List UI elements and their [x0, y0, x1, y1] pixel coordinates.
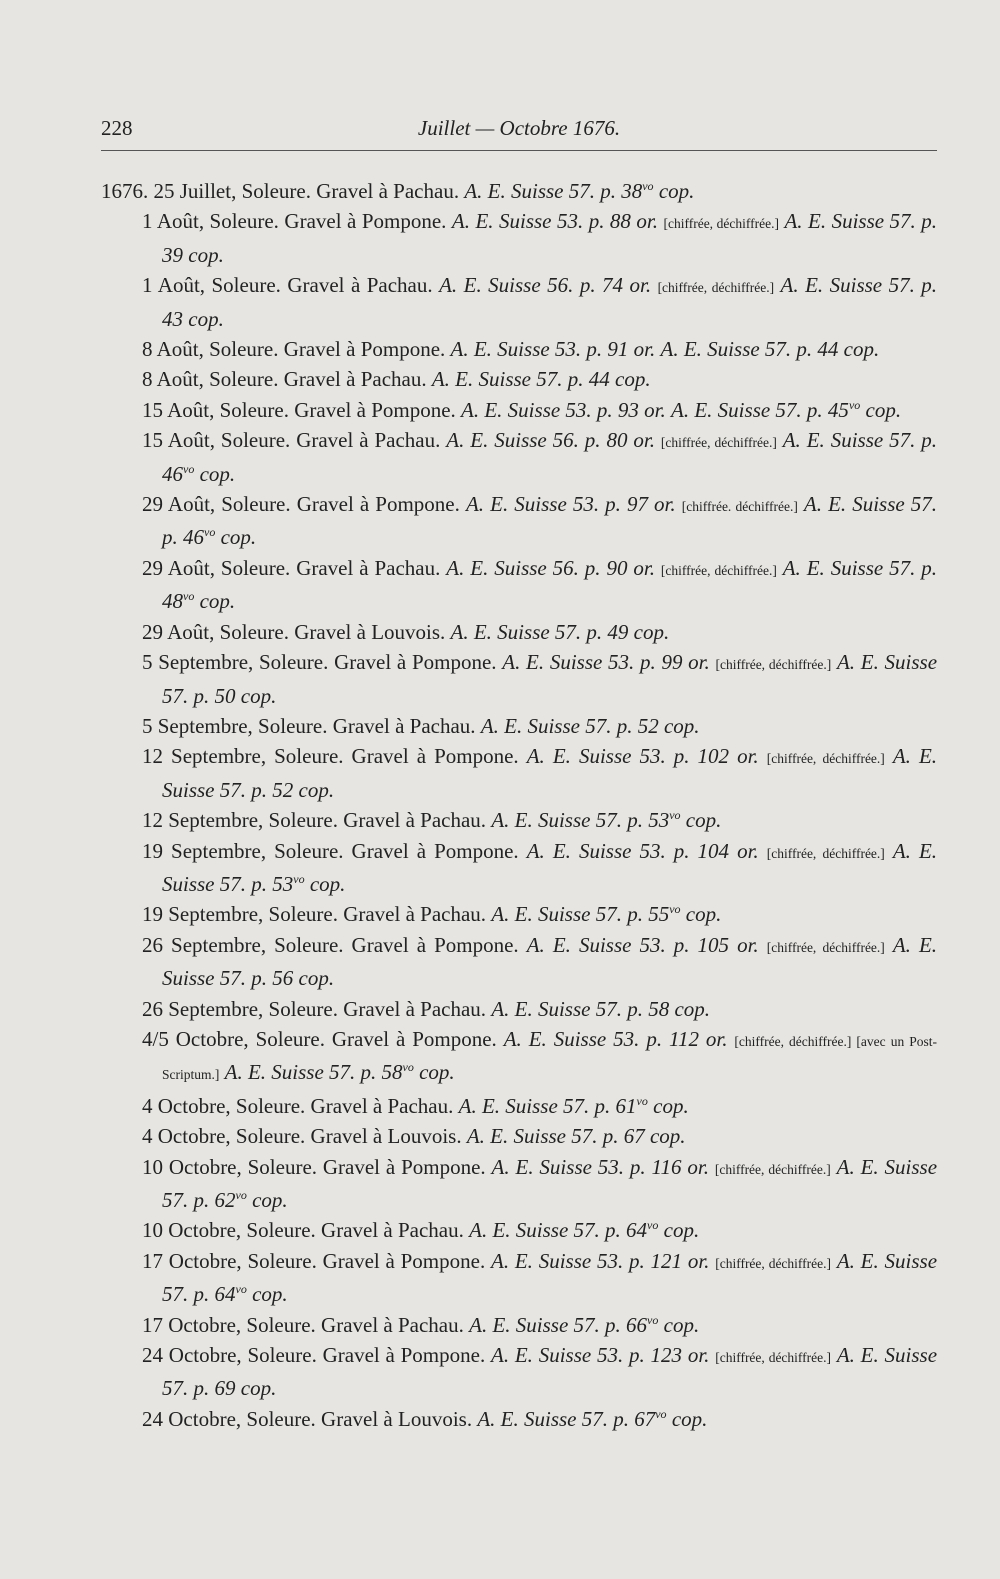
entry-ref: A. E. Suisse 56. p. 90 or. — [446, 555, 655, 580]
entry-ref: A. E. Suisse 57. p. 66 — [469, 1312, 648, 1337]
entry-list — [101, 176, 937, 1434]
entry-ref-tail: cop. — [666, 1406, 708, 1431]
entry-ref: A. E. Suisse 57. p. 67 — [477, 1406, 656, 1431]
entry-ref-sup: vo — [647, 1218, 659, 1233]
entry-note: [chiffrée, déchiffrée.] — [714, 1161, 831, 1177]
entry-ref-tail: cop. — [680, 808, 722, 833]
entry-ref-tail: cop. — [680, 902, 722, 927]
entry-note: [chiffrée, déchiffrée.] — [657, 280, 775, 296]
entry-lead: 17 Octobre, Soleure. Gravel à Pompone. — [142, 1248, 486, 1273]
entry-ref: A. E. Suisse 57. p. 45 — [671, 397, 849, 422]
entry-lead: 25 Juillet, Soleure. Gravel à Pachau. — [153, 179, 460, 203]
entry-ref-tail: cop. — [246, 1188, 288, 1212]
entry-ref-sup: vo — [655, 1406, 667, 1421]
entry — [101, 1246, 937, 1310]
entry-ref: A. E. Suisse 57. p. 58 — [224, 1060, 403, 1085]
entry-ref-sup: vo — [669, 902, 681, 917]
entry-ref-sup: vo — [402, 1060, 414, 1075]
entry-lead: 24 Octobre, Soleure. Gravel à Louvois. — [142, 1406, 473, 1431]
entry — [101, 425, 937, 489]
entry-lead: 26 Septembre, Soleure. Gravel à Pachau. — [142, 996, 487, 1021]
entry-ref: A. E. Suisse 53. p. 104 or. — [526, 838, 759, 863]
entry-ref: A. E. Suisse 57. p. 52 cop. — [480, 713, 700, 738]
entry-note: [chiffrée, déchiffrée.] [avec un Post-Scriptum.] — [162, 1033, 938, 1083]
entry-lead: 8 Août, Soleure. Gravel à Pachau. — [142, 367, 427, 392]
entry-ref-tail: cop. — [658, 1312, 700, 1337]
entry-ref: A. E. Suisse 53. p. 88 or. — [451, 209, 658, 234]
entry — [101, 395, 937, 425]
entry-ref-tail: cop. — [194, 589, 236, 614]
entry-ref-sup: vo — [669, 808, 681, 823]
entry-lead: 4/5 Octobre, Soleure. Gravel à Pompone. — [142, 1026, 497, 1051]
entry — [101, 836, 937, 900]
entry — [101, 647, 937, 711]
entry — [101, 1152, 937, 1216]
entry-lead: 15 Août, Soleure. Gravel à Pompone. — [142, 397, 456, 422]
entry-ref-tail: cop. — [860, 397, 902, 422]
entry-ref: A. E. Suisse 57. p. 56 cop. — [162, 932, 938, 991]
entry-ref: A. E. Suisse 53. p. 99 or. — [502, 650, 710, 675]
entry — [101, 553, 937, 617]
entry-lead: 29 Août, Soleure. Gravel à Pompone. — [142, 492, 460, 517]
entry-ref-tail: cop. — [215, 525, 257, 550]
entry — [101, 176, 937, 206]
entry-ref-sup: vo — [235, 1282, 247, 1297]
entry-lead: 26 Septembre, Soleure. Gravel à Pompone. — [142, 932, 519, 957]
entry — [101, 930, 937, 994]
entry-lead: 12 Septembre, Soleure. Gravel à Pompone. — [142, 744, 519, 769]
entry-ref: A. E. Suisse 57. p. 52 cop. — [162, 744, 938, 802]
entry — [101, 617, 937, 647]
entry — [101, 364, 937, 394]
entry-lead: 10 Octobre, Soleure. Gravel à Pachau. — [142, 1218, 464, 1243]
entry-ref: A. E. Suisse 57. p. 46 — [162, 428, 938, 486]
entry-note: [chiffrée, déchiffrée.] — [715, 657, 832, 673]
running-title: Juillet — Octobre 1676. — [417, 116, 621, 140]
entry-ref-tail: cop. — [246, 1282, 288, 1307]
entry-ref-tail: cop. — [647, 1093, 689, 1118]
entry-year: 1676. — [101, 179, 149, 203]
entry — [101, 1091, 937, 1121]
entry-ref: A. E. Suisse 53. p. 123 or. — [491, 1343, 710, 1368]
entry-ref: A. E. Suisse 57. p. 44 cop. — [660, 337, 880, 362]
entry-ref: A. E. Suisse 57. p. 58 cop. — [491, 996, 711, 1021]
entry-ref: A. E. Suisse 57. p. 46 — [162, 492, 938, 550]
entry-ref: A. E. Suisse 53. p. 105 or. — [526, 932, 759, 957]
entry-note: [chiffrée, déchiffrée.] — [663, 216, 779, 232]
entry-lead: 1 Août, Soleure. Gravel à Pachau. — [142, 273, 433, 298]
entry-note: [chiffrée, déchiffrée.] — [766, 751, 885, 767]
entry-ref-sup: vo — [636, 1093, 648, 1108]
entry-ref-sup: vo — [183, 589, 195, 604]
entry-ref-sup: vo — [642, 179, 654, 193]
entry-lead: 12 Septembre, Soleure. Gravel à Pachau. — [142, 808, 487, 833]
entry-ref: A. E. Suisse 57. p. 49 cop. — [450, 619, 670, 644]
entry-ref-tail: cop. — [658, 1218, 700, 1243]
entry-lead: 19 Septembre, Soleure. Gravel à Pachau. — [142, 902, 487, 927]
entry-lead: 4 Octobre, Soleure. Gravel à Pachau. — [142, 1093, 454, 1118]
entry-ref: A. E. Suisse 57. p. 48 — [162, 555, 938, 614]
entry-ref: A. E. Suisse 57. p. 55 — [491, 902, 670, 927]
entry — [101, 805, 937, 835]
entry-ref: A. E. Suisse 56. p. 80 or. — [446, 428, 655, 453]
entry-ref: A. E. Suisse 57. p. 53 — [491, 808, 670, 833]
entry-ref: A. E. Suisse 57. p. 53 — [162, 838, 938, 896]
entry-ref: A. E. Suisse 53. p. 97 or. — [465, 492, 676, 517]
entry-ref: A. E. Suisse 53. p. 93 or. — [461, 397, 666, 422]
entry — [101, 994, 937, 1024]
entry-ref-sup: vo — [204, 525, 216, 540]
entry-note: [chiffrée. déchiffrée.] — [681, 499, 798, 515]
page-number: 228 — [101, 116, 133, 140]
entry-ref: A. E. Suisse 57. p. 62 — [162, 1154, 938, 1212]
entry — [101, 206, 937, 270]
entry-ref: A. E. Suisse 57. p. 39 cop. — [162, 209, 938, 267]
entry — [101, 334, 937, 364]
entry-note: [chiffrée, déchiffrée.] — [766, 939, 885, 955]
entry-note: [chiffrée, déchiffrée.] — [715, 1350, 832, 1366]
entry-lead: 4 Octobre, Soleure. Gravel à Louvois. — [142, 1124, 462, 1149]
entry-note: [chiffrée, déchiffrée.] — [660, 562, 777, 578]
entry-ref: A. E. Suisse 57. p. 61 — [458, 1093, 637, 1118]
entry-lead: 10 Octobre, Soleure. Gravel à Pompone. — [142, 1154, 486, 1179]
entry-lead: 29 Août, Soleure. Gravel à Pachau. — [142, 555, 441, 580]
entry-lead: 5 Septembre, Soleure. Gravel à Pachau. — [142, 713, 476, 738]
entry-ref: A. E. Suisse 57. p. 69 cop. — [162, 1343, 938, 1401]
header-rule — [101, 150, 937, 151]
entry-lead: 29 Août, Soleure. Gravel à Louvois. — [142, 619, 446, 644]
entry-note: [chiffrée, déchiffrée.] — [766, 845, 885, 861]
entry-ref: A. E. Suisse 53. p. 102 or. — [526, 744, 759, 769]
entry-ref: A. E. Suisse 57. p. 38 — [464, 179, 643, 203]
entry — [101, 1024, 937, 1091]
entry-note: [chiffrée, déchiffrée.] — [715, 1255, 832, 1271]
entry-ref-tail: cop. — [653, 179, 695, 203]
entry-note: [chiffrée, déchiffrée.] — [660, 435, 777, 451]
entry-lead: 17 Octobre, Soleure. Gravel à Pachau. — [142, 1312, 464, 1337]
entry-ref: A. E. Suisse 53. p. 121 or. — [491, 1248, 710, 1273]
entry-lead: 8 Août, Soleure. Gravel à Pompone. — [142, 337, 446, 362]
entry-lead: 19 Septembre, Soleure. Gravel à Pompone. — [142, 838, 519, 863]
entry-ref-sup: vo — [235, 1188, 247, 1202]
entry — [101, 1340, 937, 1404]
entry-lead: 1 Août, Soleure. Gravel à Pompone. — [142, 209, 447, 234]
entry-ref: A. E. Suisse 57. p. 64 — [469, 1218, 648, 1243]
entry-ref: A. E. Suisse 57. p. 50 cop. — [162, 650, 938, 708]
entry-ref-sup: vo — [647, 1312, 659, 1327]
entry-ref-sup: vo — [183, 461, 195, 476]
entry-ref: A. E. Suisse 53. p. 112 or. — [503, 1026, 728, 1051]
entry — [101, 741, 937, 805]
entry-ref-tail: cop. — [194, 461, 236, 486]
entry-ref: A. E. Suisse 57. p. 67 cop. — [466, 1124, 686, 1149]
entry — [101, 270, 937, 334]
entry-ref: A. E. Suisse 57. p. 44 cop. — [431, 367, 651, 392]
entry — [101, 1404, 937, 1434]
entry — [101, 899, 937, 929]
entry-ref: A. E. Suisse 53. p. 116 or. — [491, 1154, 709, 1179]
entry-ref-tail: cop. — [413, 1060, 455, 1085]
entry — [101, 711, 937, 741]
entry-lead: 24 Octobre, Soleure. Gravel à Pompone. — [142, 1343, 486, 1368]
entry-ref: A. E. Suisse 57. p. 43 cop. — [162, 273, 938, 331]
entry-ref: A. E. Suisse 57. p. 64 — [162, 1248, 938, 1307]
entry — [101, 1121, 937, 1151]
running-header — [101, 116, 937, 146]
entry — [101, 1215, 937, 1245]
entry-lead: 5 Septembre, Soleure. Gravel à Pompone. — [142, 650, 497, 675]
entry-lead: 15 Août, Soleure. Gravel à Pachau. — [142, 428, 441, 453]
entry-ref-sup: vo — [293, 871, 305, 886]
entry-ref-tail: cop. — [304, 871, 346, 896]
entry-ref: A. E. Suisse 53. p. 91 or. — [450, 337, 656, 362]
entry — [101, 489, 937, 553]
entry — [101, 1310, 937, 1340]
entry-ref: A. E. Suisse 56. p. 74 or. — [439, 273, 652, 298]
entry-ref-sup: vo — [848, 397, 861, 412]
